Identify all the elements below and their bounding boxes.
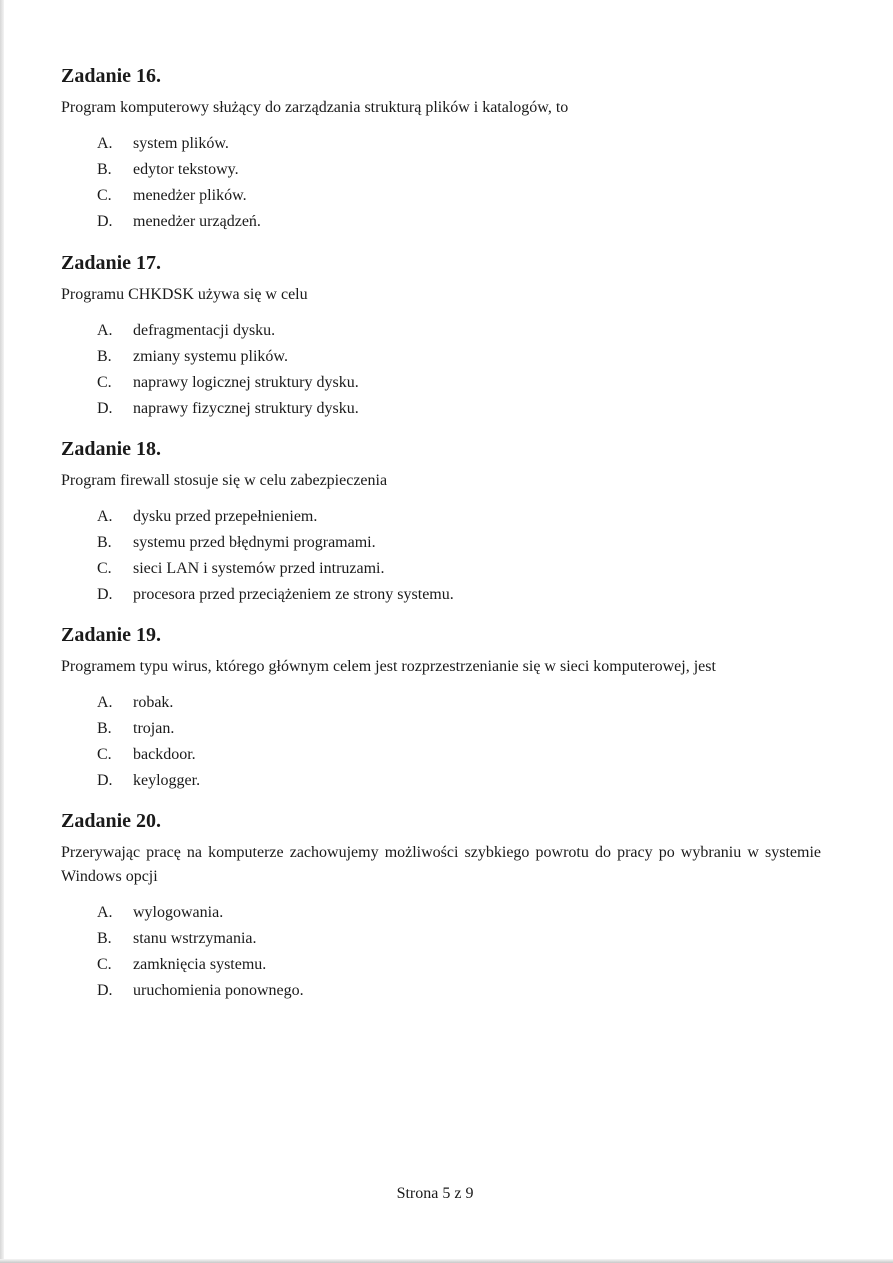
scan-edge-left — [0, 0, 4, 1263]
option-letter: D. — [97, 772, 113, 789]
option-d — [97, 768, 831, 794]
option-a — [97, 131, 831, 157]
task-20 — [61, 809, 821, 1004]
option-d — [97, 582, 831, 608]
option-text: system plików. — [133, 135, 229, 152]
option-letter: C. — [97, 746, 112, 763]
option-text: naprawy fizycznej struktury dysku. — [133, 400, 359, 417]
page-number: Strona 5 z 9 — [396, 1185, 474, 1202]
option-a — [97, 900, 821, 926]
option-text: edytor tekstowy. — [133, 161, 239, 178]
option-text: uruchomienia ponownego. — [133, 982, 304, 999]
option-text: sieci LAN i systemów przed intruzami. — [133, 560, 385, 577]
option-list — [61, 690, 831, 794]
option-text: keylogger. — [133, 772, 201, 789]
option-b — [97, 716, 831, 742]
option-letter: B. — [97, 720, 112, 737]
option-letter: B. — [97, 930, 112, 947]
task-question: Przerywając pracę na komputerze zachowujemy możliwości szybkiego powrotu do pracy po wybraniu w systemie Windows opcji — [61, 844, 821, 885]
option-letter: C. — [97, 374, 112, 391]
option-c — [97, 370, 831, 396]
option-a — [97, 690, 831, 716]
option-text: stanu wstrzymania. — [133, 930, 257, 947]
scan-edge-bottom — [0, 1259, 893, 1263]
option-list — [61, 504, 831, 608]
option-list — [61, 318, 831, 422]
option-text: menedżer urządzeń. — [133, 213, 261, 230]
task-question: Program komputerowy służący do zarządzania strukturą plików i katalogów, to — [61, 99, 569, 116]
option-letter: A. — [97, 508, 113, 525]
option-letter: C. — [97, 956, 112, 973]
task-question: Program firewall stosuje się w celu zabezpieczenia — [61, 472, 388, 489]
option-a — [97, 504, 831, 530]
option-a — [97, 318, 831, 344]
option-text: robak. — [133, 694, 174, 711]
option-text: defragmentacji dysku. — [133, 322, 276, 339]
option-text: dysku przed przepełnieniem. — [133, 508, 318, 525]
task-question: Programem typu wirus, którego głównym celem jest rozprzestrzenianie się w sieci komputerowej, jest — [61, 658, 716, 675]
task-17 — [61, 251, 831, 422]
option-text: systemu przed błędnymi programami. — [133, 534, 376, 551]
task-title: Zadanie 19. — [61, 624, 162, 646]
option-text: zamknięcia systemu. — [133, 956, 267, 973]
option-letter: C. — [97, 560, 112, 577]
option-text: backdoor. — [133, 746, 196, 763]
option-text: menedżer plików. — [133, 187, 247, 204]
option-c — [97, 952, 821, 978]
option-letter: B. — [97, 534, 112, 551]
task-question: Programu CHKDSK używa się w celu — [61, 286, 308, 303]
option-letter: D. — [97, 982, 113, 999]
task-title: Zadanie 20. — [61, 810, 162, 832]
option-b — [97, 926, 821, 952]
task-19 — [61, 623, 831, 794]
option-list — [61, 900, 821, 1004]
option-letter: B. — [97, 161, 112, 178]
task-title: Zadanie 16. — [61, 65, 162, 87]
option-b — [97, 530, 831, 556]
task-title: Zadanie 17. — [61, 252, 162, 274]
option-text: procesora przed przeciążeniem ze strony systemu. — [133, 586, 454, 603]
option-c — [97, 556, 831, 582]
option-letter: A. — [97, 904, 113, 921]
option-text: wylogowania. — [133, 904, 224, 921]
option-b — [97, 157, 831, 183]
option-letter: A. — [97, 322, 113, 339]
option-letter: A. — [97, 135, 113, 152]
option-text: zmiany systemu plików. — [133, 348, 288, 365]
option-c — [97, 742, 831, 768]
option-d — [97, 978, 821, 1004]
option-letter: B. — [97, 348, 112, 365]
option-letter: C. — [97, 187, 112, 204]
option-b — [97, 344, 831, 370]
task-18 — [61, 437, 831, 608]
option-text: trojan. — [133, 720, 175, 737]
task-16 — [61, 64, 831, 235]
option-d — [97, 209, 831, 235]
option-d — [97, 396, 831, 422]
option-list — [61, 131, 831, 235]
option-text: naprawy logicznej struktury dysku. — [133, 374, 359, 391]
option-letter: D. — [97, 586, 113, 603]
option-c — [97, 183, 831, 209]
option-letter: D. — [97, 213, 113, 230]
option-letter: A. — [97, 694, 113, 711]
task-title: Zadanie 18. — [61, 438, 162, 460]
option-letter: D. — [97, 400, 113, 417]
